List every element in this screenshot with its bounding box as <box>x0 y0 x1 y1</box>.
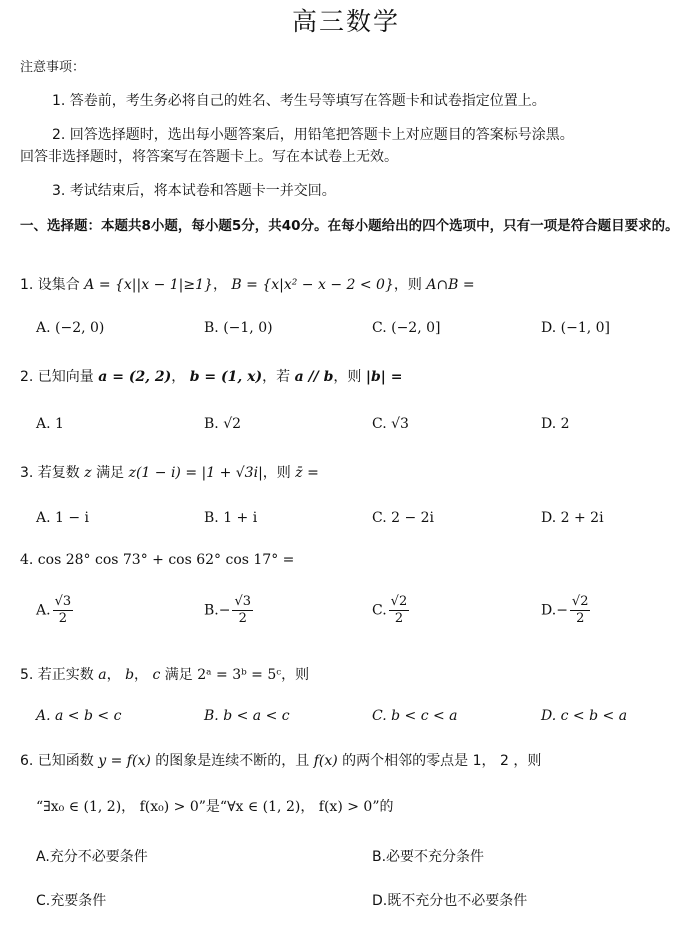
question-2-option-c: C. √3 <box>372 416 409 432</box>
question-3-option-d: D. 2 + 2i <box>541 510 604 526</box>
question-5-option-c: C. b < c < a <box>372 708 458 724</box>
question-1-stem: 1. 设集合 A = {x||x − 1|≥1}， B = {x|x² − x − 2 < 0}，则 A∩B = <box>20 277 475 293</box>
question-3-option-c: C. 2 − 2i <box>372 510 435 526</box>
question-3-stem: 3. 若复数 z 满足 z(1 − i) = |1 + √3i|，则 z̄ = <box>20 465 319 481</box>
question-2-option-b: B. √2 <box>204 416 242 432</box>
question-3-option-a: A. 1 − i <box>36 510 90 526</box>
question-1-option-d: D. (−1, 0] <box>541 320 610 336</box>
notice-item: 1. 答卷前，考生务必将自己的姓名、考生号等填写在答题卡和试卷指定位置上。 <box>52 93 546 109</box>
question-5-option-a: A. a < b < c <box>36 708 122 724</box>
question-4-option-b: B.− $\frac{√3}{2}$ <box>204 594 252 626</box>
notice-item: 3. 考试结束后，将本试卷和答题卡一并交回。 <box>52 183 336 199</box>
question-4-stem: 4. cos 28° cos 73° + cos 62° cos 17° = <box>20 552 295 568</box>
question-6-option-a: A.充分不必要条件 <box>36 849 148 865</box>
question-6-option-b: B.必要不充分条件 <box>372 849 485 865</box>
notice-heading: 注意事项： <box>20 60 86 75</box>
question-2-stem: 2. 已知向量 a = (2, 2)， b = (1, x)，若 a // b，则 |b| = <box>20 369 403 385</box>
fraction: $\frac{√2}{2}$ <box>571 594 589 626</box>
question-4-option-d: D.− $\frac{√2}{2}$ <box>541 594 589 626</box>
question-6-condition: “∃x₀ ∈ (1, 2)， f(x₀) > 0”是“∀x ∈ (1, 2)， f(x) > 0”的 <box>36 799 394 815</box>
question-6-option-d: D.既不充分也不必要条件 <box>372 893 528 909</box>
notice-item: 回答非选择题时，将答案写在答题卡上。写在本试卷上无效。 <box>20 149 398 165</box>
fraction: $\frac{√2}{2}$ <box>390 594 408 626</box>
question-5-option-b: B. b < a < c <box>204 708 290 724</box>
fraction: $\frac{√3}{2}$ <box>234 594 252 626</box>
question-6-stem: 6. 已知函数 y = f(x) 的图象是连续不断的，且 f(x) 的两个相邻的零点是 1， 2 ，则 <box>20 753 542 769</box>
question-1-option-c: C. (−2, 0] <box>372 320 441 336</box>
fraction: $\frac{√3}{2}$ <box>54 594 72 626</box>
question-4-option-a: A. $\frac{√3}{2}$ <box>36 594 72 626</box>
question-2-option-d: D. 2 <box>541 416 570 432</box>
page-title: 高三数学 <box>291 7 400 36</box>
question-2-option-a: A. 1 <box>36 416 64 432</box>
notice-item: 2. 回答选择题时，选出每小题答案后，用铅笔把答题卡上对应题目的答案标号涂黑。 <box>52 127 574 143</box>
section-heading: 一、选择题：本题共8小题，每小题5分，共40分。在每小题给出的四个选项中，只有一项是符合题目要求的。 <box>20 218 679 234</box>
question-5-stem: 5. 若正实数 a， b， c 满足 2ᵃ = 3ᵇ = 5ᶜ，则 <box>20 667 310 683</box>
question-3-option-b: B. 1 + i <box>204 510 258 526</box>
question-1-option-b: B. (−1, 0) <box>204 320 273 336</box>
question-4-option-c: C. $\frac{√2}{2}$ <box>372 594 408 626</box>
question-1-option-a: A. (−2, 0) <box>36 320 105 336</box>
question-5-option-d: D. c < b < a <box>541 708 628 724</box>
question-6-option-c: C.充要条件 <box>36 893 107 909</box>
